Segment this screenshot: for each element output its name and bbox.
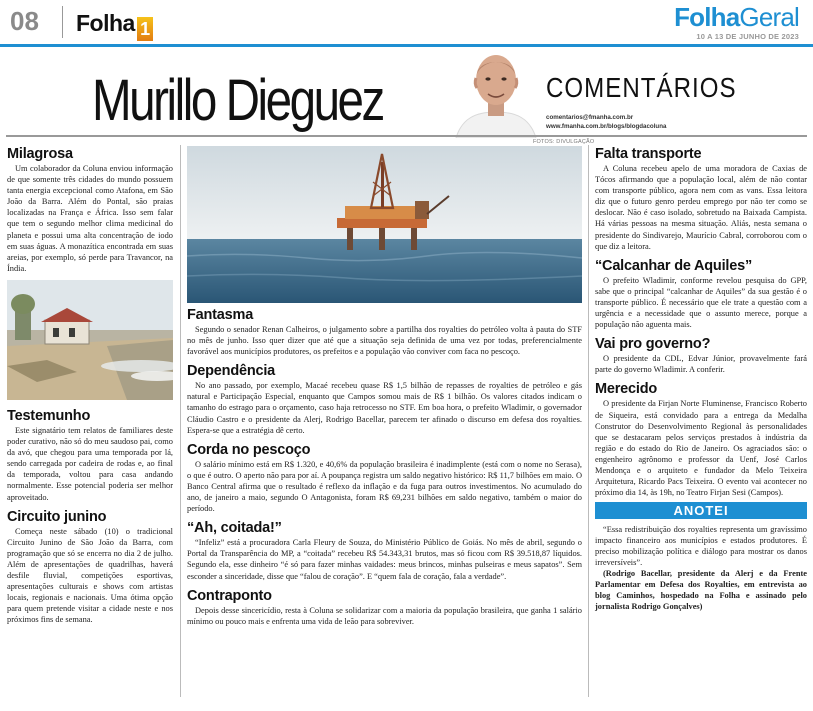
note-text: O presidente da CDL, Edvar Júnior, provavelmente fará parte do governo Wladimir. A conferir. bbox=[595, 354, 807, 375]
oil-rig-image bbox=[187, 146, 582, 303]
note-title: Contraponto bbox=[187, 587, 272, 604]
section-logo[interactable] bbox=[76, 10, 153, 41]
author-name: Murillo Dieguez bbox=[92, 68, 383, 133]
note-text: A Coluna recebeu apelo de uma moradora de Caxias de Tócos afirmando que a população local, além de não contar com transporte público, agora nem com as vans. Essa leitora diz que o futuro genro perdeu emprego por não ter como se deslocar. Não é caso isolado, sobretudo na Baixada Campista. Há várias pessoas na mesma situação. Aliás, nesta semana o presidente do Sindivarejo, Maurício Cabral, corroborou com o que diz a leitora. bbox=[595, 164, 807, 251]
author-portrait-image bbox=[452, 48, 540, 138]
brand-main: Folha bbox=[674, 2, 740, 32]
contact-site[interactable]: www.fmanha.com.br/blogs/blogdacoluna bbox=[546, 123, 667, 130]
note-title: Fantasma bbox=[187, 307, 254, 323]
note-text: Começa neste sábado (10) o tradicional Circuito Junino de São João da Barra, com programação que só se encerra no dia 2 de julho. Além de apresentações de quadrilhas, haverá desfile fluvial, competições esportivas, apresentações culturais e shows com artistas locais, regionais e nacionais. Uma ótima opção para quem pretende visitar a cidade neste e nos próximos fins de semana. bbox=[7, 526, 173, 625]
column-divider-right bbox=[588, 145, 589, 697]
note-title: Merecido bbox=[595, 381, 658, 398]
beach-image bbox=[7, 280, 173, 400]
page-header bbox=[0, 0, 813, 44]
anotei-banner: ANOTEI bbox=[595, 502, 807, 519]
note-vai-pro-governo bbox=[595, 336, 807, 375]
note-contraponto bbox=[187, 588, 582, 627]
note-text: O prefeito Wladimir, conforme revelou pesquisa do GPP, sabe que o principal “calcanhar de Aquiles” da sua gestão é o transporte público. É necessário que ele trate a questão com a urgência e a necessidade que o assunto merece, porque a população não aguenta mais. bbox=[595, 275, 807, 330]
note-title: “Calcanhar de Aquiles” bbox=[595, 257, 753, 274]
masthead-rule bbox=[6, 135, 807, 137]
author-photo bbox=[452, 48, 540, 138]
left-column bbox=[7, 146, 173, 628]
brand-logo[interactable] bbox=[674, 3, 799, 31]
note-text: Depois desse sincericídio, resta à Coluna se solidarizar com a maioria da população brasileira, que ganha 1 salário mínimo ou pouco mais e enfrenta uma vida de leão para sobreviver. bbox=[187, 605, 582, 626]
note-title: Milagrosa bbox=[7, 146, 73, 162]
note-ah-coitada bbox=[187, 520, 582, 581]
note-text: O presidente da Firjan Norte Fluminense, Francisco Roberto de Siqueira, está convidado para a entrega da Medalha Construtor do Desenvolvimento Regional às personalidades que se destacaram pelos serviços prestados à indústria da região e do estado do Rio de Janeiro. Os agraciados são: o engenheiro agrônomo e professor da Uenf, José Carlos Mendonça e o arquiteto e fundador da Melo Teixeira Arquitetura, Ricardo Pacs Teixeira. O evento vai acontecer no próximo dia 14, às 19h, no Teatro Firjan Sesi (Campos). bbox=[595, 399, 807, 498]
note-falta-transporte bbox=[595, 146, 807, 252]
right-column bbox=[595, 146, 807, 612]
oil-rig-photo bbox=[187, 146, 582, 303]
photo-credit: FOTOS: DIVULGAÇÃO bbox=[533, 139, 595, 145]
contact-info bbox=[546, 113, 666, 131]
brand-block bbox=[674, 3, 799, 41]
page-number: 08 bbox=[10, 6, 39, 36]
note-title: Vai pro governo? bbox=[595, 336, 711, 353]
beach-photo bbox=[7, 280, 173, 400]
note-text: O salário mínimo está em R$ 1.320, e 40,6% da população brasileira é inadimplente (está com o nome no Serasa), o que é outro. O aperto não para por aí. A poupança registra um saldo negativo histórico: R$ 11,7 bilhões em maio. O Banco Central afirma que o resultado é reflexo da inflação e da fuga para outros investimentos. No acumulado do ano, de janeiro a maio, segundo O Antagonista, foram R$ 69,231 bilhões em saldo negativo, também o maior do período. bbox=[187, 459, 582, 514]
note-text: “Infeliz” está a procuradora Carla Fleury de Souza, do Ministério Público de Goiás. No mês de abril, segundo o Portal da Transparência do MP, a “coitada” recebeu R$ 54.343,31 brutos, mas só ficou com R$ 39.518,87 líquidos. Segundo ela, esse dinheiro “é só para fazer minhas vaidades: meus brincos, minhas pulseiras e meus sapatos”. Sem esconder a sinceridade, disse que “falou de coração”. E “quem fala de coração, fala a verdade”. bbox=[187, 538, 582, 581]
anotei-quote: “Essa redistribuição dos royalties representa um gravíssimo impacto financeiro aos municípios e estados produtores. É preciso mobilização política e diálogo para mostrar os danos irreversíveis”. bbox=[595, 525, 807, 568]
column-title: COMENTÁRIOS bbox=[546, 72, 737, 103]
header-divider bbox=[62, 6, 63, 38]
note-merecido bbox=[595, 381, 807, 498]
section-logo-mark: 1 bbox=[137, 17, 153, 41]
note-circuito-junino bbox=[7, 509, 173, 626]
note-text: Segundo o senador Renan Calheiros, o julgamento sobre a partilha dos royalties do petróleo volta à pauta do STF no mês de junho. Isso quer dizer que até que a situação seja definida de uma vez por todas, preferencialmente favorável aos municípios produtores, os prefeitos e a população vão conviver com faca no pescoço. bbox=[187, 325, 582, 357]
anotei-source: (Rodrigo Bacellar, presidente da Alerj e da Frente Parlamentar em Defesa dos Royalties, em entrevista ao blog Caminhos, hospedado na Folha e assinado pelo jornalista Rodrigo Gonçalves) bbox=[595, 569, 807, 612]
note-title: Testemunho bbox=[7, 407, 91, 424]
edition-date: 10 A 13 DE JUNHO DE 2023 bbox=[696, 32, 799, 41]
note-milagrosa bbox=[7, 146, 173, 274]
note-dependencia bbox=[187, 363, 582, 435]
note-text: No ano passado, por exemplo, Macaé recebeu quase R$ 1,5 bilhão de repasses de royalties de petróleo e gás natural e Participação Especial, enquanto que Campos somou mais de R$ 1 bilhão. Os valores citados indicam o tamanho do estrago para o orçamento, caso haja retrocesso no STF. Em boa hora, o prefeito Wladimir, o governador Cláudio Castro e o presidente da Alerj, Rodrigo Bacellar, parecem ter afinado o discurso em defesa dos royalties. Espera-se que a estratégia dê certo. bbox=[187, 381, 582, 435]
section-logo-text: Folha bbox=[76, 10, 135, 36]
note-corda-no-pescoco bbox=[187, 442, 582, 514]
note-text: Um colaborador da Coluna enviou informação de que somente três cidades do mundo possuem tanta energia excepcional como Atafona, em São João da Barra. Além do Pontal, são praias localizadas na França e África. Isso sem falar que tem o segundo melhor clima medicinal do planeta e possui uma alta concentração de iodo em suas águas. A monazítica encontrada em suas areias, por exemplo, só perde para Travancor, na Índia. bbox=[7, 164, 173, 273]
note-title: Circuito junino bbox=[7, 508, 107, 525]
note-title: “Ah, coitada!” bbox=[187, 520, 282, 537]
note-testemunho bbox=[7, 408, 173, 503]
note-calcanhar-de-aquiles bbox=[595, 258, 807, 330]
middle-column bbox=[187, 146, 582, 630]
header-rule bbox=[0, 44, 813, 47]
note-title: Dependência bbox=[187, 363, 276, 380]
contact-email[interactable]: comentarios@fmanha.com.br bbox=[546, 114, 634, 121]
brand-secondary: Geral bbox=[739, 2, 799, 32]
note-fantasma bbox=[187, 307, 582, 357]
note-title: Falta transporte bbox=[595, 146, 702, 162]
column-divider-left bbox=[180, 145, 181, 697]
note-text: Este signatário tem relatos de familiares deste poder curativo, não só do meu saudoso pai, como da avó, que chegou para uma temporada por lá, sendo carregada por cadeira de rodas e, ao final da temporada, voltou para casa andando normalmente. Esse potencial poderia ser melhor aproveitado. bbox=[7, 425, 173, 502]
note-title: Corda no pescoço bbox=[187, 441, 311, 458]
